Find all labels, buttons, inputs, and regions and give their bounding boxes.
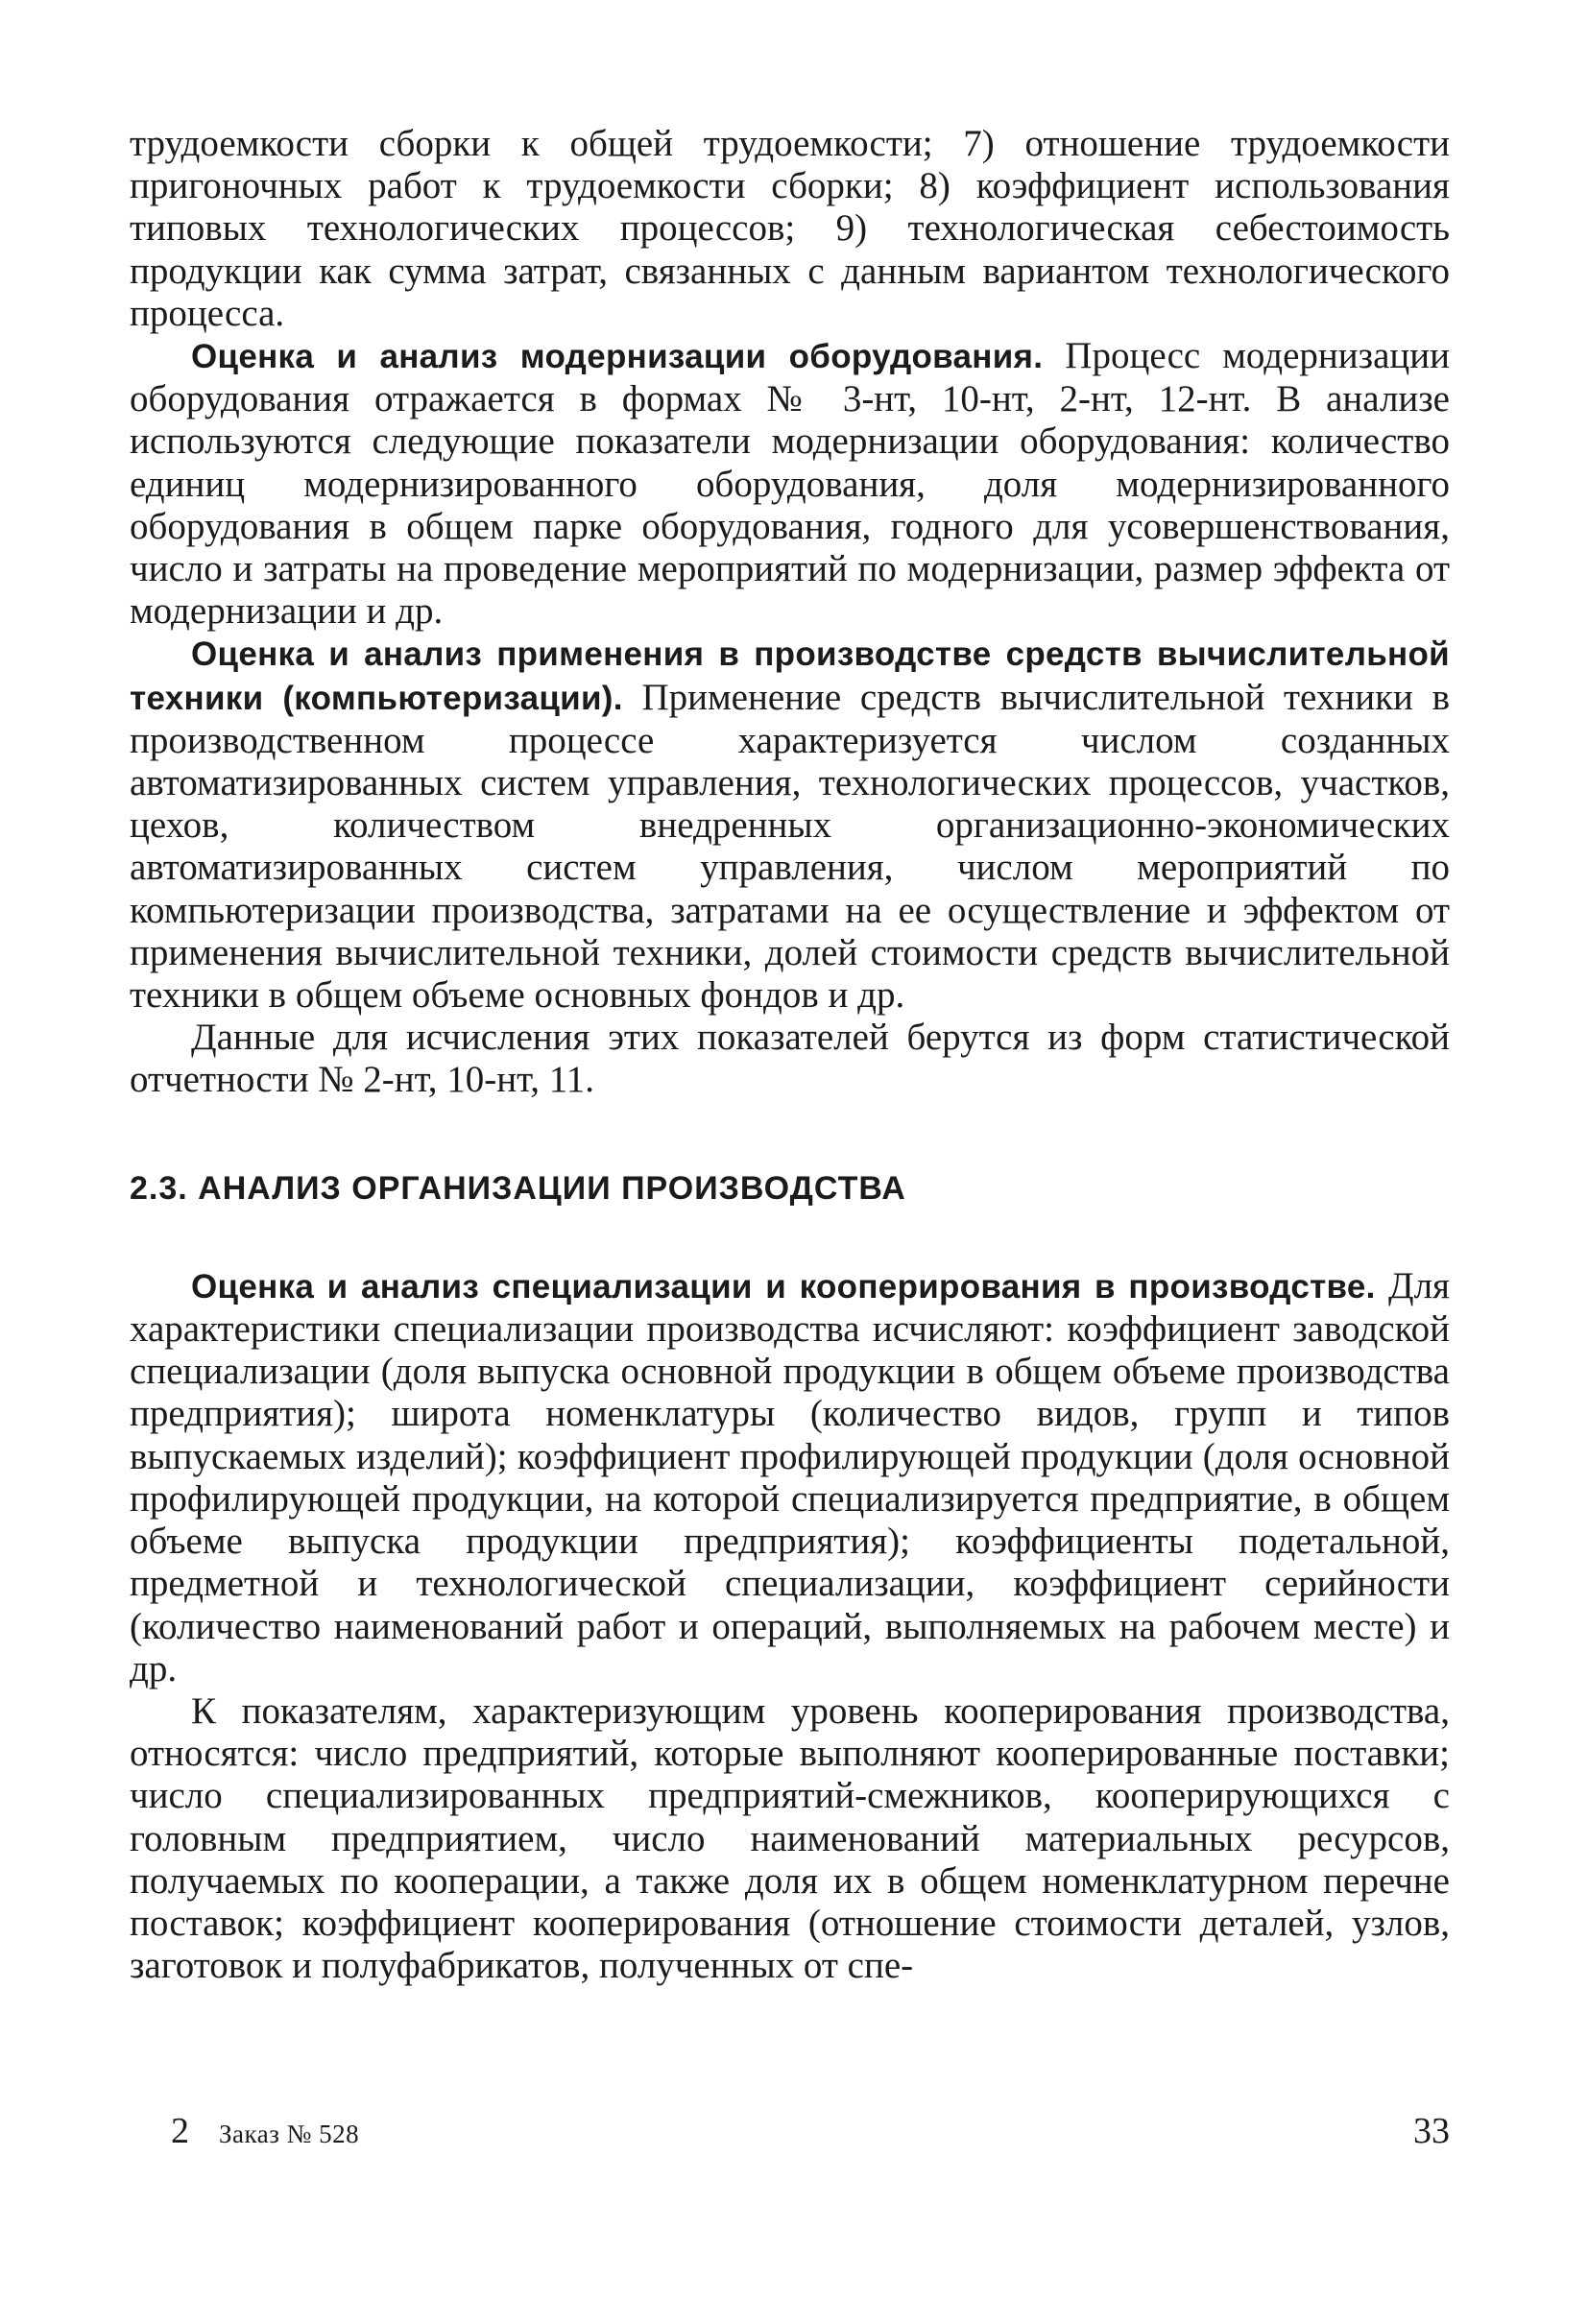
page-body — [130, 123, 1450, 1987]
paragraph-data-sources — [130, 1017, 1450, 1101]
paragraph-lead-heading: Оценка и анализ модернизации оборудования. — [191, 338, 1044, 376]
paragraph-text: трудоемкости сборки к общей трудоемкости; 7) отношение трудоемкости пригоночных работ к трудоемкости сборки; 8) коэффициент использования типовых технологических процессов; 9) технологическая себестоимость продукции как сумма затрат, связанных с данным вариантом технологического процесса. — [130, 123, 1450, 334]
paragraph-cooperation — [130, 1690, 1450, 1987]
print-order-label: Заказ № 528 — [219, 2120, 360, 2148]
page-footer — [171, 2110, 1450, 2158]
section-heading: 2.3. АНАЛИЗ ОРГАНИЗАЦИИ ПРОИЗВОДСТВА — [130, 1169, 906, 1207]
paragraph-equipment-modernization — [130, 335, 1450, 633]
paragraph-text: К показателям, характеризующим уровень кооперирования производства, относятся: число предприятий, которые выполняют кооперированные поставки; число специализированных предприятий-смежников, кооперирующихся с головным предприятием, число наименований материальных ресурсов, получаемых по кооперации, а также доля их в общем номенклатурном перечне поставок; коэффициент кооперирования (отношение стоимости деталей, узлов, заготовок и полуфабрикатов, полученных от спе- — [130, 1689, 1450, 1987]
paragraph-lead-heading: Оценка и анализ специализации и кооперирования в производстве. — [191, 1267, 1376, 1306]
page-number: 33 — [1413, 2111, 1450, 2151]
signature-mark: 2 — [171, 2111, 189, 2151]
paragraph-text: Данные для исчисления этих показателей берутся из форм статистической отчетности № 2-нт, 10-нт, 11. — [130, 1017, 1450, 1101]
paragraph-lead-heading: Оценка и анализ применения в производстве средств вычислительной техники (компьютеризации). — [130, 635, 1450, 717]
paragraph-text: Для характеристики специализации производства исчисляют: коэффициент заводской специализации (доля выпуска основной продукции в общем объеме производства предприятия); широта номенклатуры (количество видов, групп и типов выпускаемых изделий); коэффициент профилирующей продукции (доля основной профилирующей продукции, на которой специализируется предприятие, в общем объеме выпуска продукции предприятия); коэффициенты подетальной, предметной и технологической специализации, коэффициент серийности (количество наименований работ и операций, выполняемых на рабочем месте) и др. — [130, 1264, 1450, 1689]
paragraph-text: Процесс модернизации оборудования отражается в формах № 3-нт, 10-нт, 2-нт, 12-нт. В анализе используются следующие показатели модернизации оборудования: количество единиц модернизированного оборудования, доля модернизированного оборудования в общем парке оборудования, годного для усовершенствования, число и затраты на проведение мероприятий по модернизации, размер эффекта от модернизации и др. — [130, 335, 1450, 633]
paragraph-text: Применение средств вычислительной техники в производственном процессе характеризуется числом созданных автоматизированных систем управления, технологических процессов, участков, цехов, количеством внедренных организационно-экономических автоматизированных систем управления, числом мероприятий по компьютеризации производства, затратами на ее осуществление и эффектом от применения вычислительной техники, долей стоимости средств вычислительной техники в общем объеме основных фондов и др. — [130, 676, 1450, 1017]
paragraph-computerization — [130, 633, 1450, 1017]
paragraph-specialization — [130, 1265, 1450, 1690]
paragraph-continued — [130, 123, 1450, 335]
